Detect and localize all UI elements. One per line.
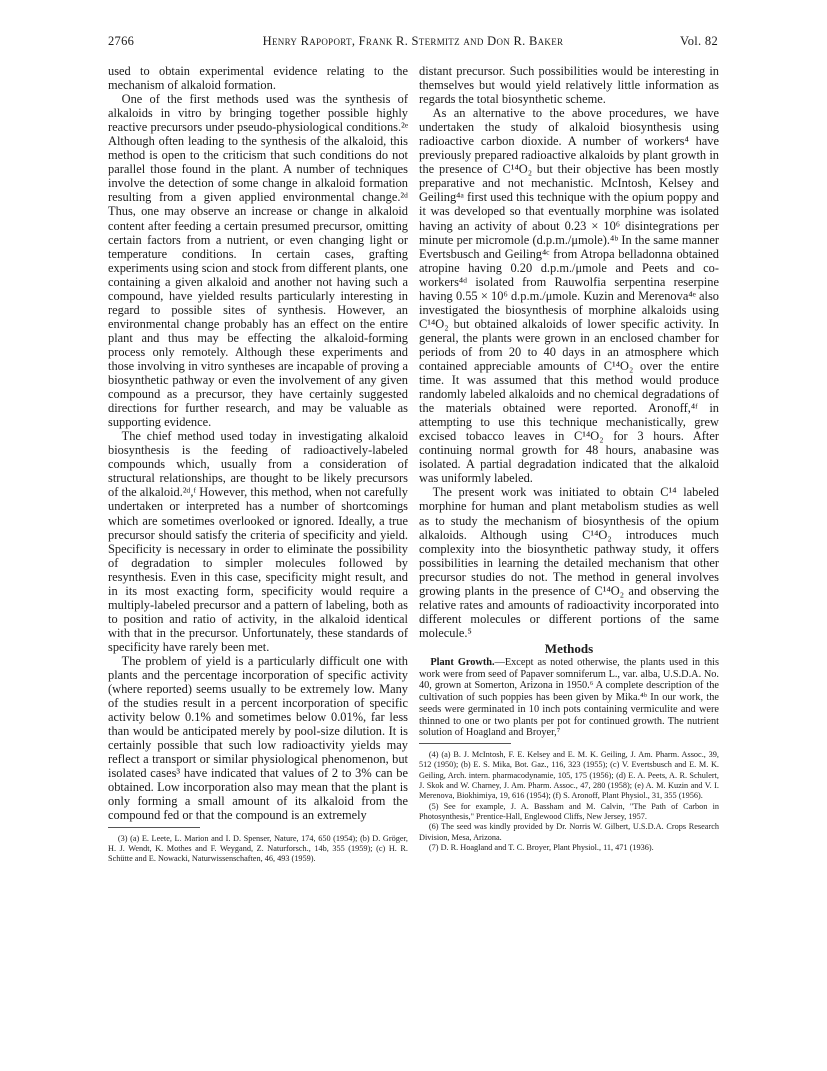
footnote-divider xyxy=(108,827,200,828)
paragraph: used to obtain experimental evidence relating to the mechanism of alkaloid formation. xyxy=(108,64,408,93)
methods-paragraph xyxy=(419,657,719,739)
section-heading-methods: Methods xyxy=(544,640,594,656)
left-column xyxy=(108,64,408,864)
footnote: (5) See for example, J. A. Bassham and M. Calvin, "The Path of Carbon in Photosynthesis," Prentice-Hall, Englewood Cliffs, New Jersey, 1957. xyxy=(419,801,719,821)
methods-text: —Except as noted otherwise, the plants used in this work were from seed of Papaver somniferum L., var. alba, U.S.D.A. No. 40, grown at Somerton, Arizona in 1950.⁶ A complete description of the cultivation of such poppies has been given by Mika.⁴ᵇ In our work, the seeds were germinated in 10 inch pots containing vermiculite and were thinned to one or two plants per pot for continued growth. The nutrient solution of Hoagland and Broyer,⁷ xyxy=(419,656,719,739)
footnote: (6) The seed was kindly provided by Dr. Norris W. Gilbert, U.S.D.A. Crops Research Division, Mesa, Arizona. xyxy=(419,822,719,842)
right-column xyxy=(419,64,719,853)
footnote-divider xyxy=(419,743,511,744)
volume-number: Vol. 82 xyxy=(680,34,718,48)
footnote: (4) (a) B. J. McIntosh, F. E. Kelsey and E. M. K. Geiling, J. Am. Pharm. Assoc., 39, 512 (1950); (b) E. S. Mika, Bot. Gaz., 116, 323 (1955); (c) V. Evertsbusch and E. M. K. Geiling, Arch. intern. pharmacodynamie, 105, 175 (1956); (d) E. A. Peets, A. R. Schulert, J. Skok and W. Charney, J. Am. Pharm. Assoc., 47, 280 (1958); (e) A. M. Kuzin and V. I. Merenova, Biokhimiya, 19, 616 (1954); (f) S. Aronoff, Plant Physiol., 31, 355 (1956). xyxy=(419,750,719,801)
paragraph: One of the first methods used was the synthesis of alkaloids in vitro by bringing together possible highly reactive precursors under pseudo-physiological conditions.²ᵉ Although often leading to the synthesis of the alkaloid, this method is open to the criticism that such conditions do not parallel those found in the plant. A number of techniques involve the detection of some change in alkaloid formation resulting from a given applied environmental change.²ᵈ Thus, one may observe an increase or change in alkaloid content after feeding a certain presumed precursor, omitting certain factors from a nutrient, or even changing light or temperature conditions. In certain cases, grafting experiments using scion and stock from different plants, one containing a given alkaloid and another not having such a compound, have yielded results particularly interesting in regard to possible sites of synthesis. However, an environmental change probably has an effect on the entire plant and thus may be effecting the alkaloid-forming process only remotely. Although these experiments and those involving in vitro syntheses are incapable of proving a biosynthetic pathway or even the involvement of any given compound as a precursor, they have certainly suggested directions for further research, and may be valuable as supporting evidence. xyxy=(108,92,408,430)
paragraph: The chief method used today in investigating alkaloid biosynthesis is the feeding of radioactively-labeled compounds which, usually from a consideration of structural relationships, are thought to be likely precursors of the alkaloid.²ᵈ,ᶠ However, this method, when not carefully undertaken or interpreted has a number of shortcomings which are sometimes overlooked or ignored. Ideally, a true precursor should satisfy the criteria of specificity and yield. Specificity is necessary in order to eliminate the possibility of degradation to simpler molecules followed by resynthesis. Even in this case, specificity might result, and in its most exacting form, specificity would require a multiply-labeled precursor and a pattern of labeling, both as to position and ratio of activity, in the alkaloid identical with that in the precursor. Unfortunately, these standards of specificity have rarely been met. xyxy=(108,429,408,654)
running-header-authors: Henry Rapoport, Frank R. Stermitz and Don R. Baker xyxy=(262,34,564,48)
paragraph: As an alternative to the above procedures, we have undertaken the study of alkaloid biosynthesis using radioactive carbon dioxide. A number of workers⁴ have previously prepared radioactive alkaloids by plant growth in the presence of C¹⁴O₂ but their objective has been mostly preparative and not mechanistic. McIntosh, Kelsey and Geiling⁴ᵃ first used this technique with the opium poppy and it was developed so that eventually morphine was isolated having an activity of about 0.23 × 10⁶ disintegrations per minute per micromole (d.p.m./μmole).⁴ᵇ In the same manner Evertsbusch and Geiling⁴ᶜ from Atropa belladonna obtained atropine having 0.20 d.p.m./μmole and Peets and co-workers⁴ᵈ isolated from Rauwolfia serpentina reserpine having 0.55 × 10⁶ d.p.m./μmole. Kuzin and Merenova⁴ᵉ also investigated the biosynthesis of morphine alkaloids using C¹⁴O₂ but obtained alkaloids of lower specific activity. In general, the plants were grown in an enclosed chamber for periods of from 20 to 40 days in an atmosphere which contained appreciable amounts of C¹⁴O₂ over the entire time. It was assumed that this method would produce randomly labeled alkaloids and no chemical degradations of the materials obtained were reported. Aronoff,⁴ᶠ in attempting to use this technique mechanistically, grew excised tobacco leaves in C¹⁴O₂ for 3 hours. After continuing normal growth for 48 hours, anabasine was isolated. A partial degradation indicated that the alkaloid was uniformly labeled. xyxy=(419,106,719,486)
page-number: 2766 xyxy=(108,34,135,48)
paragraph: The present work was initiated to obtain C¹⁴ labeled morphine for human and plant metabolism studies as well as to study the mechanism of biosynthesis of the opium alkaloids. Although using C¹⁴O₂ introduces much complexity into the biosynthetic pathway study, it offers possibilities in learning the detailed mechanism that other precursor studies do not. The method in general involves growing plants in the presence of C¹⁴O₂ and observing the relative rates and amounts of radioactivity incorporated into different molecules or different portions of the same molecule.⁵ xyxy=(419,485,719,640)
footnote: (3) (a) E. Leete, L. Marion and I. D. Spenser, Nature, 174, 650 (1954); (b) D. Gröger, H. J. Wendt, K. Mothes and F. Weygand, Z. Naturforsch., 14b, 355 (1959); (c) H. R. Schütte and E. Nowacki, Naturwissenschaften, 46, 493 (1959). xyxy=(108,833,408,864)
paragraph: distant precursor. Such possibilities would be interesting in themselves but would yield relatively little information as regards the total biosynthetic scheme. xyxy=(419,64,719,107)
methods-run-in-heading: Plant Growth. xyxy=(430,656,495,668)
running-header xyxy=(108,34,718,50)
footnote: (7) D. R. Hoagland and T. C. Broyer, Plant Physiol., 11, 471 (1936). xyxy=(428,842,654,852)
paragraph: The problem of yield is a particularly difficult one with plants and the percentage incorporation of specific activity (where reported) seems usually to be extremely low. Many of the studies result in a percent incorporation of specific activity below 0.1% and sometimes below 0.01%, far less than would be anticipated merely by pool-size dilution. It is certainly possible that such low radioactivity yields may reflect a transport or similar physiological phenomenon, but isolated cases³ have indicated that values of 2 to 3% can be obtained. Low incorporation also may mean that the plant is only forming a small amount of its alkaloid from the compound fed or that the compound is an extremely xyxy=(108,653,408,823)
